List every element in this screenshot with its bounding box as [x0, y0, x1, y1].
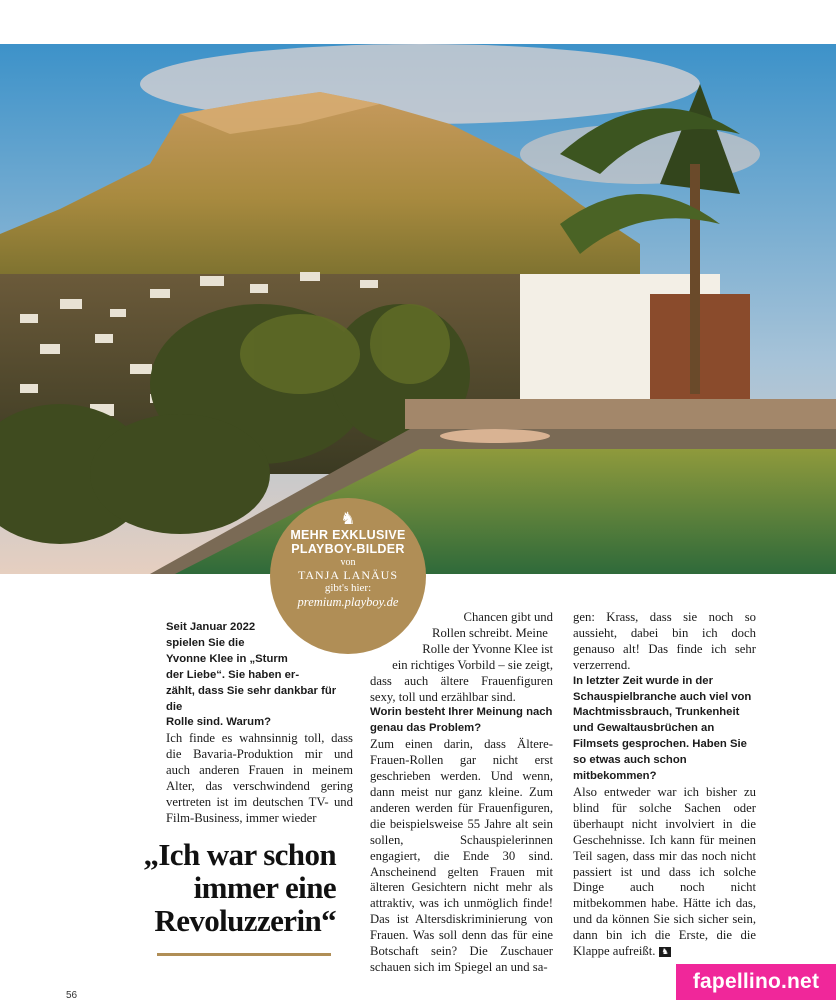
badge-line-2: PLAYBOY-BILDER: [291, 542, 405, 556]
answer-2: Zum einen darin, dass Ältere-Frauen-Rollen gar nicht erst geschrieben werden. Und wenn, dann meist nur ganz kleine. Zum anderen werden für Frauenfiguren, die beispielsweise 55 Jahre alt sein sollen, Schauspielerinnen engagiert, die Ende 30 sind. Anscheinend gelten Frauen mit älteren Gesichtern nicht mehr als attraktiv, was ich unmöglich finde! Das ist Altersdiskriminierung von Frauen. Was soll denn das für eine Botschaft sein? Die Zuschauer schauen sich im Spiegel an und sa-: [370, 737, 553, 974]
col2-line-1: Chancen gibt und: [463, 610, 553, 624]
badge-line-1: MEHR EXKLUSIVE: [290, 528, 406, 542]
pull-quote-line-1: „Ich war schon: [143, 837, 336, 872]
question-1-line-5: zählt, dass Sie sehr dankbar für die: [166, 684, 337, 713]
column-2: [370, 610, 553, 976]
question-2: Worin besteht Ihrer Meinung nach genau das Problem?: [370, 706, 553, 735]
col2-text: dass auch ältere Frauenfiguren sexy, toll und erzählbar sind.: [370, 673, 553, 704]
answer-1: Ich finde es wahnsinnig toll, dass die Bavaria-Produktion mir und auch anderen Frauen in meinem Alter, das verschwindend gering vertreten ist im deutschen TV- und Film-Business, immer wieder: [166, 731, 353, 825]
pull-quote: [90, 838, 336, 937]
hero-photo: [0, 44, 836, 574]
col2-line-4: ein richtiges Vorbild – sie zeigt,: [392, 657, 553, 672]
question-1-line-2: spielen Sie die: [166, 636, 245, 649]
column-1: [166, 620, 353, 827]
badge-von: von: [340, 557, 356, 568]
question-1-line-3: Yvonne Klee in „Sturm: [166, 652, 288, 665]
col2-line-3: Rolle der Yvonne Klee ist: [422, 641, 553, 656]
question-3: In letzter Zeit wurde in der Schauspielbranche auch viel von Machtmissbrauch, Trunkenheit und Gewaltausbrüchen an Filmsets gesprochen. Haben Sie so etwas auch schon mitbekommen?: [573, 674, 752, 783]
page-number: 56: [66, 990, 78, 1001]
question-1-line-1: Seit Januar 2022: [166, 621, 256, 633]
column-3: [573, 610, 756, 960]
question-1-line-4: der Liebe“. Sie haben er-: [166, 668, 300, 681]
col2-line-2: Rollen schreibt. Meine: [432, 625, 548, 640]
question-1-line-6: Rolle sind. Warum?: [166, 716, 272, 729]
gold-divider: [157, 953, 331, 956]
playboy-bunny-icon: ♞: [340, 509, 356, 529]
badge-name: TANJA LANÄUS: [297, 568, 399, 582]
pull-quote-line-2: immer eine: [193, 870, 336, 905]
pull-quote-line-3: Revoluzzerin“: [154, 903, 336, 938]
answer-2-continued: gen: Krass, dass sie noch so aussieht, dabei bin ich doch genauso alt! Das finde ich sehr verzerrend.: [573, 610, 756, 672]
badge-url[interactable]: premium.playboy.de: [297, 595, 399, 609]
playboy-bunny-icon: ♞: [661, 947, 669, 957]
watermark[interactable]: fapellino.net: [676, 964, 836, 1000]
answer-3: [573, 785, 756, 960]
badge-here: gibt's hier:: [324, 582, 372, 594]
answer-3-text: Also entweder war ich bisher zu blind für solche Sachen oder überhaupt nicht involviert in die Geschehnisse. Ich kann für meinen Teil sagen, dass mir das noch nicht passiert ist und dass ich solche Dinge auch noch nicht mitbekommen habe. Hätte ich das, und da können Sie sich sicher sein, dann bin ich die Erste, die die Klappe aufreißt.: [573, 784, 756, 959]
pool-mountain-illustration: [0, 44, 836, 574]
